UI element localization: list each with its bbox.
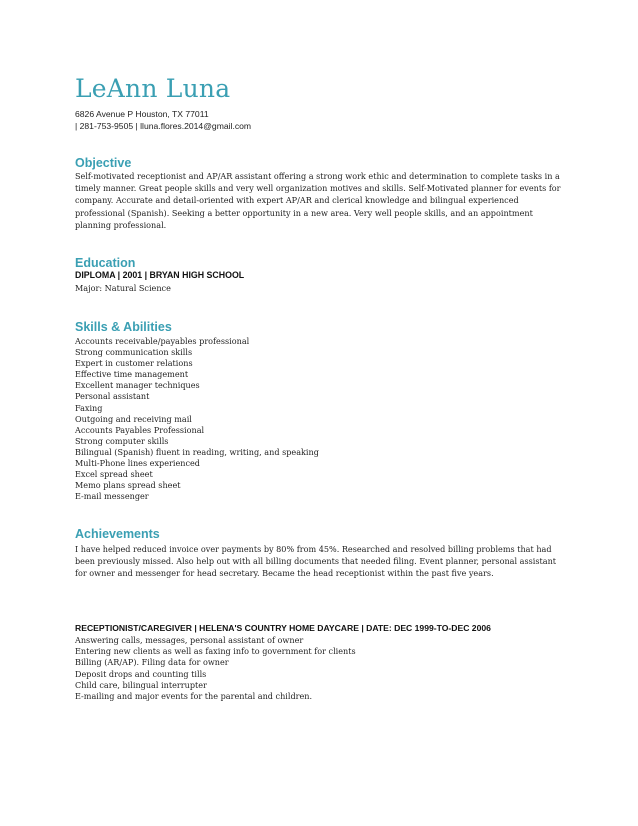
list-item: Multi-Phone lines experienced [75,458,200,469]
skills-heading: Skills & Abilities [75,320,172,334]
list-item: Excel spread sheet [75,469,153,480]
list-item: Effective time management [75,369,189,380]
achievements-text: I have helped reduced invoice over payments by 80% from 45%. Researched and resolved billing problems that had been previously missed. Also help out with all billing documents that needed filing. Event planner, personal assistant for owner and messenger for head secretary. Became the head receptionist within the past five years. [75,544,557,579]
list-item: Strong computer skills [75,435,169,446]
achievements-heading: Achievements [75,527,160,541]
list-item: Expert in customer relations [75,358,193,369]
list-item: Accounts Payables Professional [75,424,205,435]
experience-duties [75,635,356,702]
objective-heading: Objective [75,156,132,170]
address-line: 6826 Avenue P Houston, TX 77011 [75,109,209,119]
list-item: Bilingual (Spanish) fluent in reading, writing, and speaking [75,446,319,457]
list-item: Child care, bilingual interrupter [75,679,207,690]
list-item: Billing (AR/AP). Filing data for owner [75,657,229,668]
education-heading: Education [75,256,136,270]
list-item: Answering calls, messages, personal assistant of owner [75,635,304,645]
list-item: Faxing [75,402,103,413]
objective-text: Self-motivated receptionist and AP/AR assistant offering a strong work ethic and determination to complete tasks in a timely manner. Great people skills and very well organization motives and skills. Self-Motivated planner for events for company. Accurate and detail-oriented with expert AP/AR and clerical knowledge and bilingual experienced professional (Spanish). Seeking a better opportunity in a new area. Very well people skills, and an appointment planning professional. [75,171,561,230]
skills-list [75,336,319,502]
list-item: Personal assistant [75,391,150,402]
list-item: Entering new clients as well as faxing info to government for clients [75,646,356,657]
list-item: Deposit drops and counting tills [75,668,207,679]
list-item: E-mail messenger [75,491,149,502]
phone-email-line: | 281-753-9505 | lluna.flores.2014@gmail.com [75,121,252,131]
list-item: Accounts receivable/payables professional [75,336,250,346]
list-item: Excellent manager techniques [75,380,200,391]
list-item: Outgoing and receiving mail [75,413,192,424]
resume-name: LeAnn Luna [75,74,231,103]
list-item: Strong communication skills [75,347,193,358]
experience-title: RECEPTIONIST/CAREGIVER | HELENA'S COUNTRY HOME DAYCARE | DATE: DEC 1999-TO-DEC 2006 [75,623,491,633]
education-major: Major: Natural Science [75,283,171,293]
list-item: E-mailing and major events for the parental and children. [75,691,313,702]
education-diploma: DIPLOMA | 2001 | BRYAN HIGH SCHOOL [75,270,245,280]
list-item: Memo plans spread sheet [75,480,181,491]
